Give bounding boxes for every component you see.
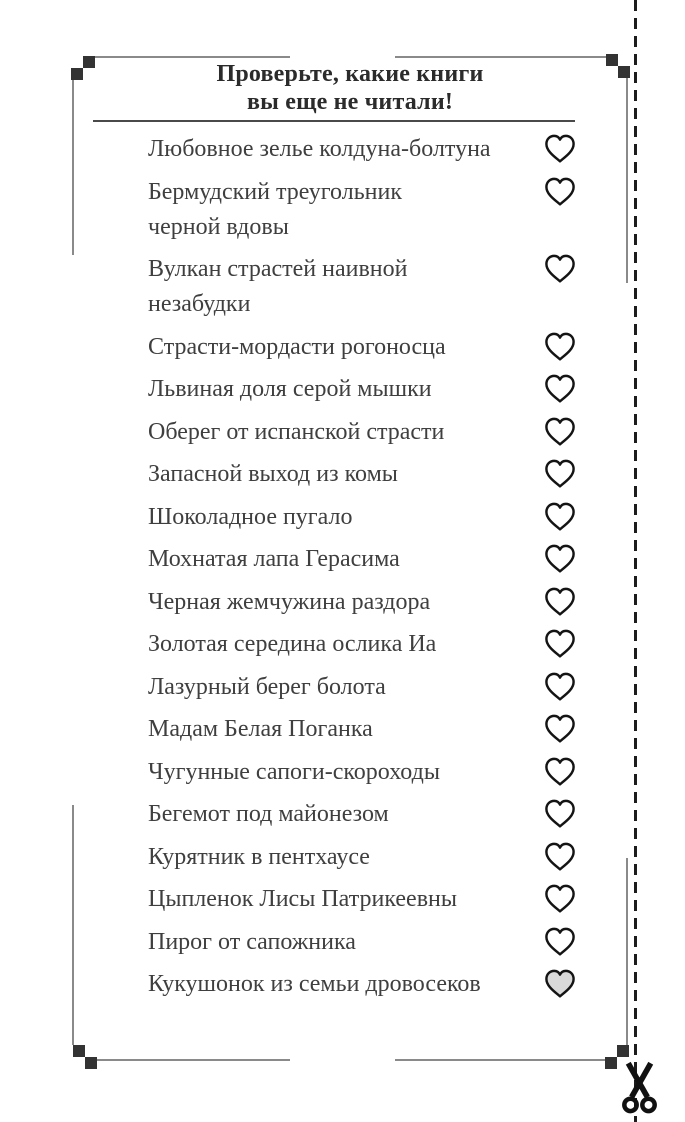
heart-checkbox[interactable] — [543, 502, 577, 532]
book-title: Лазурный берег болота — [148, 673, 386, 700]
heart-icon — [543, 177, 577, 207]
list-item — [148, 627, 577, 662]
list-item — [148, 252, 577, 322]
heart-checkbox[interactable] — [543, 459, 577, 489]
book-title: Вулкан страстей наивной незабудки — [148, 256, 408, 317]
book-title: Страсти-мордасти рогоносца — [148, 333, 446, 360]
list-item — [148, 755, 577, 790]
book-title: Мадам Белая Поганка — [148, 716, 373, 742]
book-title: Чугунные сапоги-скороходы — [148, 758, 440, 785]
heart-checkbox[interactable] — [543, 672, 577, 702]
heart-icon — [543, 332, 577, 362]
list-item — [148, 175, 577, 245]
list-item — [148, 925, 577, 960]
book-title: Кукушонок из семьи дровосеков — [148, 971, 481, 997]
list-item — [148, 967, 577, 1002]
heart-icon — [543, 459, 577, 489]
list-item — [148, 840, 577, 875]
book-title: Бегемот под майонезом — [148, 801, 389, 827]
heart-checkbox[interactable] — [543, 134, 577, 164]
book-title: Мохнатая лапа Герасима — [148, 546, 400, 572]
scissors-icon — [621, 1061, 658, 1115]
book-title: Запасной выход из комы — [148, 461, 398, 487]
title-divider — [93, 120, 575, 122]
list-item — [148, 712, 577, 747]
book-title: Цыпленок Лисы Патрикеевны — [148, 886, 457, 912]
heart-icon — [543, 254, 577, 284]
heart-icon — [543, 969, 577, 999]
list-item — [148, 542, 577, 577]
heart-icon — [543, 714, 577, 744]
list-item — [148, 415, 577, 450]
book-title: Любовное зелье колдуна-болтуна — [148, 136, 491, 162]
list-item — [148, 457, 577, 492]
heart-icon — [543, 417, 577, 447]
book-title: Курятник в пентхаусе — [148, 843, 370, 870]
book-title: Оберег от испанской страсти — [148, 418, 445, 445]
book-title: Черная жемчужина раздора — [148, 588, 431, 615]
cut-line — [634, 0, 637, 1122]
book-title: Львиная доля серой мышки — [148, 376, 432, 402]
heart-checkbox[interactable] — [543, 177, 577, 207]
heart-checkbox[interactable] — [543, 884, 577, 914]
list-item — [148, 330, 577, 365]
book-list — [73, 132, 627, 1002]
heart-checkbox[interactable] — [543, 544, 577, 574]
page-title-line1: Проверьте, какие книги — [216, 61, 484, 87]
heart-icon — [543, 544, 577, 574]
page-title — [73, 56, 627, 116]
heart-checkbox[interactable] — [543, 757, 577, 787]
heart-checkbox[interactable] — [543, 842, 577, 872]
list-item — [148, 132, 577, 167]
heart-checkbox[interactable] — [543, 714, 577, 744]
heart-icon — [543, 134, 577, 164]
book-title: Шоколадное пугало — [148, 503, 353, 530]
list-item — [148, 797, 577, 832]
heart-icon — [543, 374, 577, 404]
list-item — [148, 372, 577, 407]
list-item — [148, 585, 577, 620]
page-title-line2: вы еще не читали! — [246, 89, 454, 115]
heart-checkbox[interactable] — [543, 587, 577, 617]
book-title: Бермудский треугольник черной вдовы — [148, 178, 402, 240]
heart-icon — [543, 799, 577, 829]
heart-icon — [543, 757, 577, 787]
list-item — [148, 500, 577, 535]
heart-icon — [543, 884, 577, 914]
heart-checkbox[interactable] — [543, 799, 577, 829]
heart-icon — [543, 927, 577, 957]
heart-checkbox[interactable] — [543, 332, 577, 362]
heart-checkbox[interactable] — [543, 629, 577, 659]
list-item — [148, 882, 577, 917]
heart-checkbox[interactable] — [543, 417, 577, 447]
book-title: Пирог от сапожника — [148, 928, 356, 955]
heart-checkbox[interactable] — [543, 374, 577, 404]
heart-icon — [543, 502, 577, 532]
heart-checkbox[interactable] — [543, 969, 577, 999]
frame-bottom-line-left — [97, 1059, 290, 1061]
heart-icon — [543, 629, 577, 659]
heart-icon — [543, 587, 577, 617]
checklist-page — [73, 56, 627, 1010]
book-title: Золотая середина ослика Иа — [148, 631, 437, 657]
heart-icon — [543, 842, 577, 872]
heart-icon — [543, 672, 577, 702]
heart-checkbox[interactable] — [543, 927, 577, 957]
heart-checkbox[interactable] — [543, 254, 577, 284]
list-item — [148, 670, 577, 705]
frame-bottom-line-right — [395, 1059, 606, 1061]
